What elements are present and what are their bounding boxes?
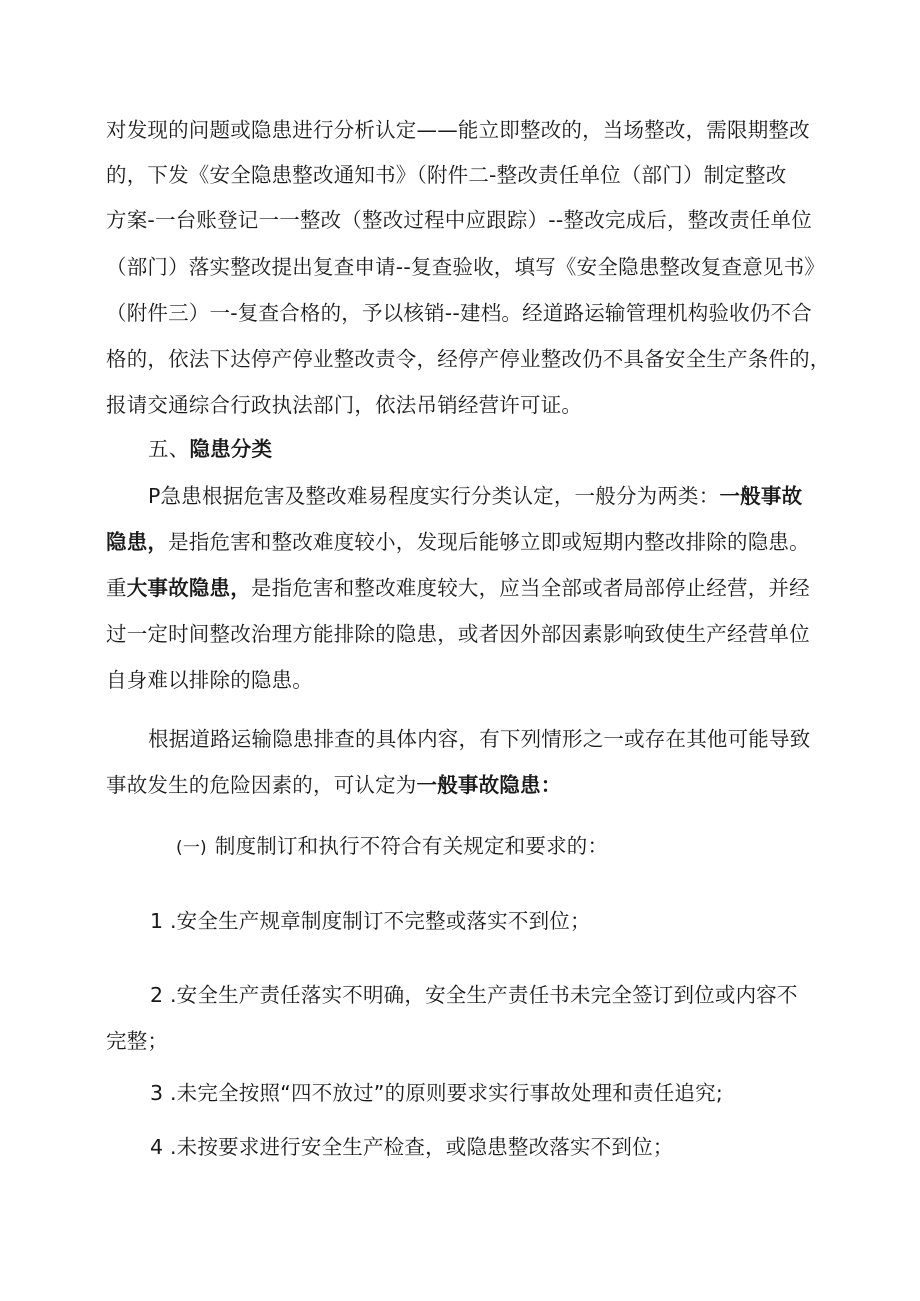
para2-line2 bbox=[106, 532, 810, 553]
list-item-1: 1 .安全生产规章制度制订不完整或落实不到位； bbox=[150, 909, 591, 933]
subsection-text: 制度制订和执行不符合有关规定和要求的： bbox=[214, 834, 609, 858]
para1-line1: 对发现的问题或隐患进行分析认定——能立即整改的，当场整改，需限期整改 bbox=[106, 118, 810, 142]
para2-line4: 过一定时间整改治理方能排除的隐患，或者因外部因素影响致使生产经营单位 bbox=[106, 622, 810, 646]
list-item-2: 2 .安全生产责任落实不明确，安全生产责任书未完全签订到位或内容不 bbox=[150, 983, 798, 1007]
list-item-2-cont: 完整； bbox=[106, 1029, 169, 1053]
para2-term-general: 一般事故 bbox=[719, 484, 803, 508]
para3-term-general: 一般事故隐患： bbox=[416, 773, 562, 797]
para2-term-hidden: 隐患， bbox=[106, 530, 169, 554]
list-item-4: 4 .未按要求进行安全生产检查，或隐患整改落实不到位； bbox=[150, 1135, 674, 1159]
subsection-heading bbox=[176, 836, 608, 857]
para3-line1: 根据道路运输隐患排查的具体内容，有下列情形之一或存在其他可能导致 bbox=[148, 727, 811, 751]
para2-line2-text: 是指危害和整改难度较小，发现后能够立即或短期内整改排除的隐患。 bbox=[168, 530, 810, 554]
section-title: 隐患分类 bbox=[189, 437, 273, 461]
para2-line3 bbox=[106, 578, 810, 599]
para3-line2 bbox=[106, 775, 561, 796]
section-heading bbox=[148, 439, 272, 460]
para2-term-major: 大事故隐患， bbox=[126, 576, 251, 600]
para2-line3-start: 重 bbox=[106, 576, 127, 600]
para1-line2: 的，下发《安全隐患整改通知书》（附件二-整改责任单位（部门）制定整改 bbox=[106, 163, 787, 187]
para3-line2-text: 事故发生的危险因素的，可认定为 bbox=[106, 773, 417, 797]
para2-line3-text: 是指危害和整改难度较大，应当全部或者局部停止经营，并经 bbox=[250, 576, 810, 600]
para2-line5: 自身难以排除的隐患。 bbox=[106, 668, 313, 692]
para1-line3: 方案-一台账登记一一整改（整改过程中应跟踪）--整改完成后，整改责任单位 bbox=[106, 208, 812, 232]
para1-line4: （部门）落实整改提出复查申请--复查验收，填写《安全隐患整改复查意见书》 bbox=[106, 255, 825, 279]
para2-line1-text: P急患根据危害及整改难易程度实行分类认定，一般分为两类： bbox=[148, 484, 720, 508]
section-number: 五、 bbox=[148, 437, 190, 461]
list-item-3: 3 .未完全按照“四不放过”的原则要求实行事故处理和责任追究; bbox=[150, 1081, 723, 1105]
para2-line1 bbox=[148, 486, 802, 507]
para1-line7: 报请交通综合行政执法部门，依法吊销经营许可证。 bbox=[106, 393, 583, 417]
para1-line6: 格的，依法下达停产停业整改责令，经停产停业整改仍不具备安全生产条件的， bbox=[106, 347, 831, 371]
para1-line5: （附件三）一-复查合格的，予以核销--建档。经道路运输管理机构验收仍不合 bbox=[106, 301, 812, 325]
subsection-marker: (一) bbox=[176, 838, 207, 858]
